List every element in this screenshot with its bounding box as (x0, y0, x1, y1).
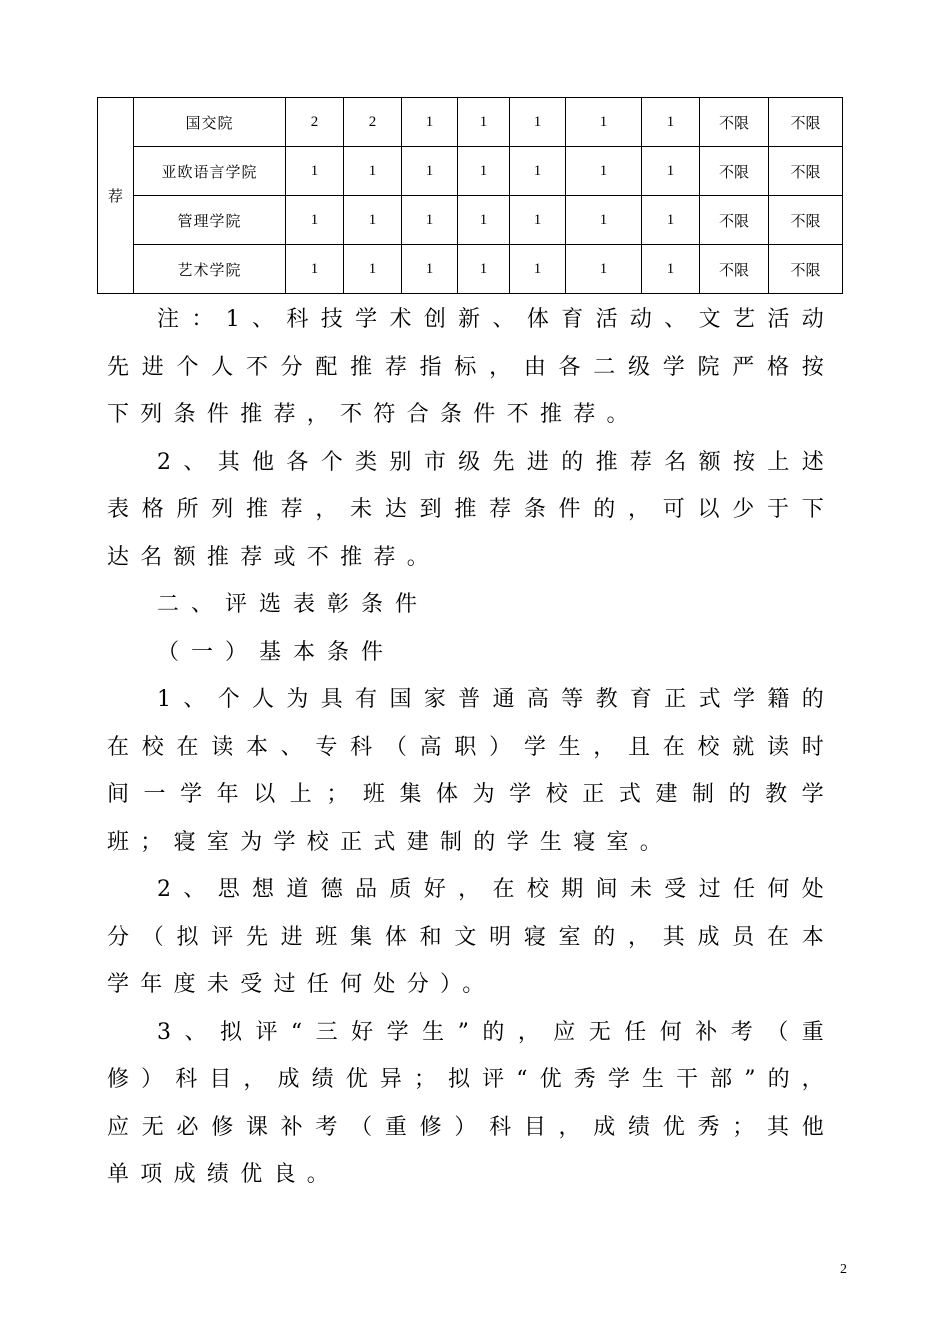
quota-table (97, 97, 843, 294)
quota-cell: 1 (566, 98, 642, 147)
quota-cell: 1 (510, 98, 566, 147)
note-paragraph: 注：1、科技学术创新、体育活动、文艺活动先进个人不分配推荐指标，由各二级学院严格按下列条件推荐，不符合条件不推荐。 (107, 307, 835, 427)
table-row (98, 147, 843, 196)
quota-cell: 1 (566, 196, 642, 245)
quota-cell: 不限 (769, 147, 843, 196)
quota-cell: 1 (566, 147, 642, 196)
quota-cell: 1 (458, 147, 510, 196)
quota-cell: 1 (344, 196, 402, 245)
page-number: 2 (840, 1262, 847, 1277)
table-row (98, 196, 843, 245)
document-body (107, 296, 835, 1199)
quota-cell: 不限 (700, 98, 769, 147)
college-cell: 管理学院 (134, 196, 286, 245)
quota-cell: 不限 (700, 147, 769, 196)
body-paragraph: 2、思想道德品质好，在校期间未受过任何处分（拟评先进班集体和文明寝室的，其成员在本学年度未受过任何处分）。 (107, 877, 835, 997)
note-paragraph: 2、其他各个类别市级先进的推荐名额按上述表格所列推荐，未达到推荐条件的，可以少于下达名额推荐或不推荐。 (107, 449, 835, 570)
quota-cell: 1 (510, 196, 566, 245)
quota-cell: 1 (344, 245, 402, 294)
table-row (98, 98, 843, 147)
quota-cell: 不限 (700, 196, 769, 245)
group-label-cell: 荐 (98, 98, 134, 294)
quota-cell: 1 (344, 147, 402, 196)
quota-cell: 1 (402, 245, 458, 294)
quota-cell: 1 (286, 245, 344, 294)
quota-cell: 1 (566, 245, 642, 294)
college-cell: 国交院 (134, 98, 286, 147)
subsection-heading: （一）基本条件 (157, 639, 396, 665)
quota-cell: 1 (642, 98, 700, 147)
section-heading: 二、评选表彰条件 (157, 592, 430, 617)
quota-cell: 1 (642, 245, 700, 294)
college-cell: 亚欧语言学院 (134, 147, 286, 196)
body-paragraph: 3、拟评“三好学生”的，应无任何补考（重修）科目，成绩优异；拟评“优秀学生干部”的，应无必修课补考（重修）科目，成绩优秀；其他单项成绩优良。 (107, 1019, 835, 1187)
table-row (98, 245, 843, 294)
quota-cell: 1 (510, 147, 566, 196)
quota-cell: 1 (402, 98, 458, 147)
quota-cell: 不限 (769, 196, 843, 245)
quota-cell: 不限 (700, 245, 769, 294)
quota-cell: 1 (458, 245, 510, 294)
quota-cell: 1 (286, 147, 344, 196)
quota-cell: 1 (642, 196, 700, 245)
quota-cell: 不限 (769, 245, 843, 294)
college-cell: 艺术学院 (134, 245, 286, 294)
quota-cell: 1 (286, 196, 344, 245)
quota-cell: 1 (402, 196, 458, 245)
quota-cell: 1 (402, 147, 458, 196)
quota-cell: 不限 (769, 98, 843, 147)
quota-cell: 1 (458, 98, 510, 147)
quota-cell: 1 (642, 147, 700, 196)
quota-cell: 2 (286, 98, 344, 147)
body-paragraph: 1、个人为具有国家普通高等教育正式学籍的在校在读本、专科（高职）学生，且在校就读时间一学年以上；班集体为学校正式建制的教学班；寝室为学校正式建制的学生寝室。 (107, 687, 835, 855)
quota-cell: 2 (344, 98, 402, 147)
quota-cell: 1 (510, 245, 566, 294)
quota-cell: 1 (458, 196, 510, 245)
